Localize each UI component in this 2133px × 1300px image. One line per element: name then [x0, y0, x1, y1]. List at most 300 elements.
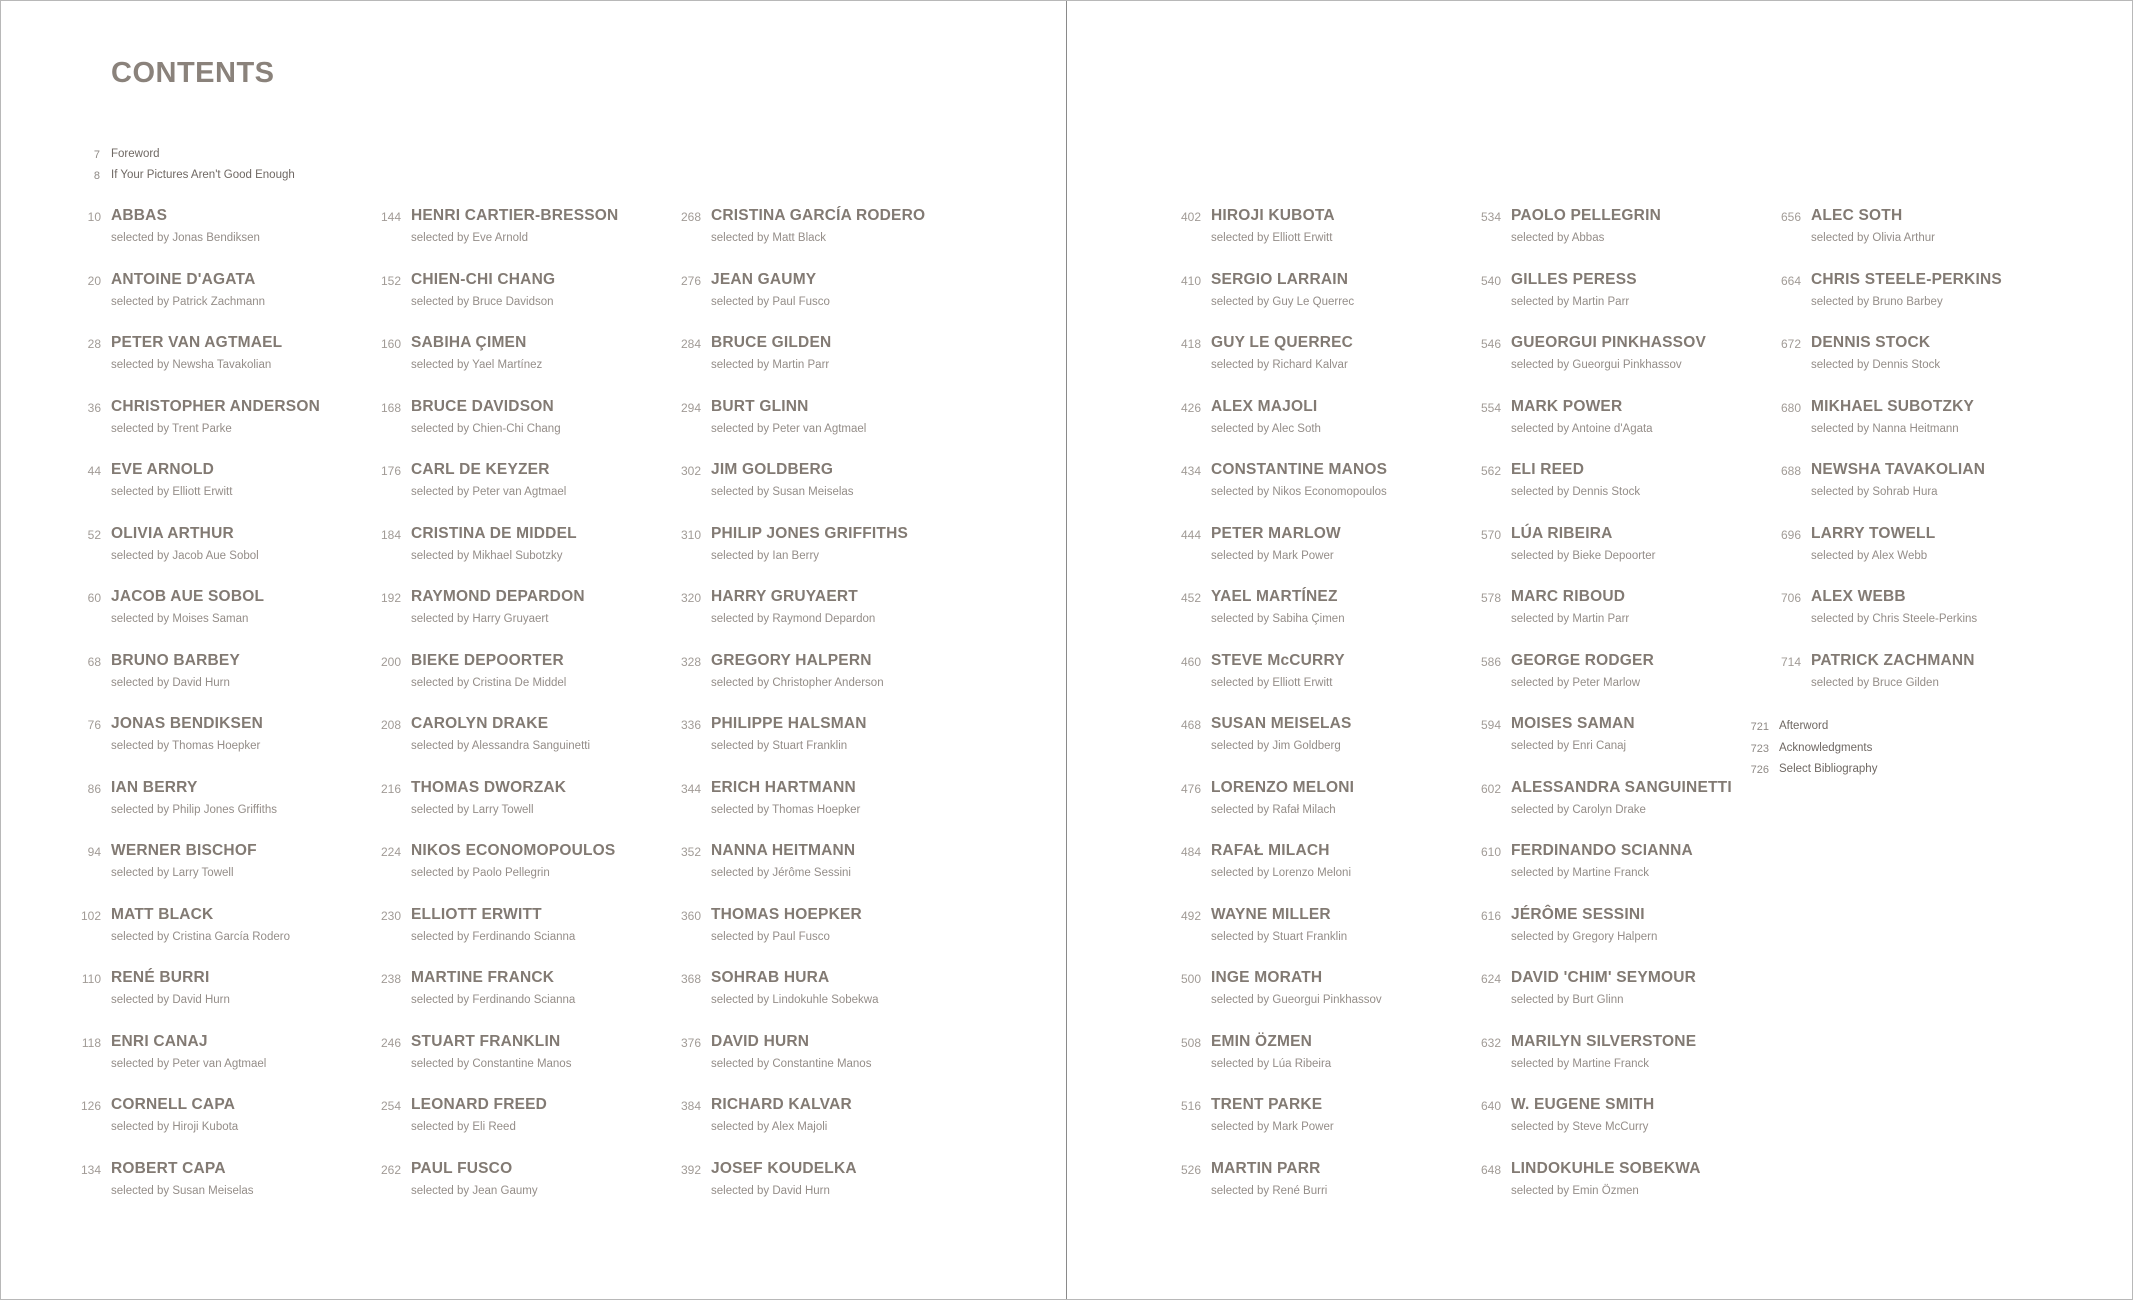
contents-entry[interactable] [680, 270, 1011, 335]
entry-page-number: 402 [1180, 210, 1201, 224]
selected-by-text: selected by Martin Parr [711, 359, 830, 371]
entry-page-number: 192 [380, 591, 401, 605]
photographer-name: WERNER BISCHOF [111, 842, 257, 859]
entry-page-cell [31, 1163, 111, 1177]
entry-page-cell [631, 655, 711, 669]
entry-page-cell [631, 528, 711, 542]
selected-by-text: selected by Alex Majoli [711, 1121, 828, 1133]
photographer-name: JACOB AUE SOBOL [111, 588, 265, 605]
entry-page-cell [31, 1036, 111, 1050]
entry-page-cell [331, 718, 411, 732]
contents-entry[interactable] [1780, 207, 2111, 271]
selected-by-text: selected by David Hurn [111, 994, 230, 1006]
entry-page-number: 268 [680, 210, 701, 224]
entry-page-number: 534 [1480, 210, 1501, 224]
back-matter-item[interactable] [1750, 741, 2099, 763]
photographer-name: BIEKE DEPOORTER [411, 651, 564, 669]
photographer-name: LARRY TOWELL [1811, 524, 1936, 542]
entry-page-cell [1431, 972, 1511, 986]
entry-page-cell [31, 401, 111, 415]
entry-page-number: 230 [380, 908, 401, 923]
selected-by-text: selected by Cristina De Middel [411, 676, 567, 689]
selected-by-text: selected by Jacob Aue Sobol [111, 549, 259, 562]
entry-page-cell [1131, 528, 1211, 542]
selected-by-text: selected by David Hurn [711, 1184, 830, 1197]
entry-page-number: 224 [380, 845, 401, 859]
contents-entry[interactable] [680, 207, 1011, 271]
selected-by-text: selected by Trent Parke [111, 422, 232, 435]
contents-entry[interactable] [680, 461, 1011, 525]
entry-page-number: 68 [87, 654, 101, 669]
selected-by-text: selected by Jonas Bendiksen [111, 232, 260, 244]
entry-page-cell [1431, 337, 1511, 351]
entry-page-number: 36 [87, 400, 101, 415]
selected-by-text: selected by Yael Martínez [411, 359, 543, 371]
photographer-name: PATRICK ZACHMANN [1811, 651, 1975, 669]
contents-entry[interactable] [1480, 842, 1811, 906]
entry-page-cell [1731, 528, 1811, 542]
selected-by-text: selected by Gregory Halpern [1511, 930, 1658, 943]
entry-page-number: 610 [1480, 845, 1501, 859]
selected-by-text: selected by Moises Saman [111, 613, 249, 625]
entry-page-cell [1431, 655, 1511, 669]
photographer-name: GUEORGUI PINKHASSOV [1511, 334, 1706, 351]
photographer-name: RAYMOND DEPARDON [411, 588, 585, 605]
contents-entry[interactable] [680, 588, 1011, 652]
entry-page-number: 152 [380, 273, 401, 288]
entry-page-number: 602 [1480, 781, 1501, 796]
entry-page-number: 586 [1480, 654, 1501, 669]
photographer-name: CORNELL CAPA [111, 1096, 236, 1113]
photographer-name: TRENT PARKE [1211, 1096, 1323, 1113]
entry-page-number: 294 [680, 400, 701, 415]
contents-entry[interactable] [680, 651, 1011, 716]
contents-column-2 [380, 207, 711, 1223]
entry-page-number: 706 [1780, 591, 1801, 605]
selected-by-text: selected by Constantine Manos [711, 1057, 872, 1070]
entry-page-number: 570 [1480, 527, 1501, 542]
selected-by-text: selected by Thomas Hoepker [111, 740, 261, 752]
entry-page-number: 526 [1180, 1162, 1201, 1177]
contents-column-5 [1480, 207, 1811, 1223]
selected-by-text: selected by Harry Gruyaert [411, 613, 549, 625]
contents-entry[interactable] [1780, 334, 2111, 398]
entry-page-number: 680 [1780, 400, 1801, 415]
photographer-name: PHILIPPE HALSMAN [711, 715, 867, 732]
entry-page-cell [1131, 972, 1211, 986]
entry-page-number: 238 [380, 972, 401, 986]
selected-by-text: selected by Matt Black [711, 232, 827, 244]
photographer-name: JIM GOLDBERG [711, 461, 834, 478]
entry-page-cell [331, 1099, 411, 1113]
entry-page-number: 302 [680, 464, 701, 478]
entry-page-number: 44 [87, 464, 101, 478]
entry-page-number: 468 [1180, 718, 1201, 732]
selected-by-text: selected by Guy Le Querrec [1211, 295, 1355, 308]
photographer-name: JONAS BENDIKSEN [111, 715, 263, 732]
entry-page-number: 284 [680, 337, 701, 351]
photographer-name: GEORGE RODGER [1511, 651, 1654, 669]
photographer-name: FERDINANDO SCIANNA [1511, 842, 1693, 859]
photographer-name: CRISTINA DE MIDDEL [411, 524, 577, 542]
entry-page-number: 336 [680, 718, 701, 732]
selected-by-text: selected by Jim Goldberg [1211, 740, 1341, 752]
entry-page-number: 696 [1780, 527, 1801, 542]
contents-entry[interactable] [680, 524, 1011, 589]
entry-page-cell [1131, 845, 1211, 859]
selected-by-text: selected by Peter van Agtmael [411, 486, 567, 498]
photographer-name: WAYNE MILLER [1211, 905, 1331, 923]
entry-page-number: 376 [680, 1035, 701, 1050]
entry-page-number: 392 [680, 1162, 701, 1177]
photographer-name: JEAN GAUMY [711, 270, 817, 288]
selected-by-text: selected by Rafał Milach [1211, 803, 1336, 816]
contents-column-6 [1780, 207, 2111, 715]
entry-page-number: 640 [1480, 1099, 1501, 1113]
entry-page-number: 418 [1180, 337, 1201, 351]
selected-by-text: selected by Bruce Davidson [411, 295, 554, 308]
contents-column-4 [1180, 207, 1511, 1223]
selected-by-text: selected by Martine Franck [1511, 867, 1650, 879]
entry-page-number: 168 [380, 400, 401, 415]
photographer-name: LEONARD FREED [411, 1096, 548, 1113]
entry-page-number: 648 [1480, 1162, 1501, 1177]
entry-page-cell [1131, 1099, 1211, 1113]
entry-page-number: 254 [380, 1099, 401, 1113]
entry-page-cell [331, 655, 411, 669]
entry-page-number: 102 [80, 908, 101, 923]
photographer-name: OLIVIA ARTHUR [111, 524, 234, 542]
entry-page-cell [1431, 909, 1511, 923]
entry-page-cell [1131, 337, 1211, 351]
entry-page-cell [31, 528, 111, 542]
back-matter-item[interactable] [1750, 762, 2099, 784]
selected-by-text: selected by Abbas [1511, 232, 1605, 244]
selected-by-text: selected by Thomas Hoepker [711, 803, 861, 816]
photographer-name: W. EUGENE SMITH [1511, 1096, 1655, 1113]
selected-by-text: selected by Paul Fusco [711, 930, 830, 943]
entry-page-cell [631, 274, 711, 288]
entry-page-number: 492 [1180, 908, 1201, 923]
entry-page-cell [31, 274, 111, 288]
entry-page-number: 500 [1180, 972, 1201, 986]
contents-entry[interactable] [680, 905, 1011, 970]
photographer-name: INGE MORATH [1211, 969, 1323, 986]
entry-page-number: 664 [1780, 273, 1801, 288]
photographer-name: ELI REED [1511, 461, 1585, 478]
selected-by-text: selected by Enri Canaj [1511, 740, 1627, 752]
selected-by-text: selected by Richard Kalvar [1211, 359, 1348, 371]
entry-page-number: 360 [680, 908, 701, 923]
selected-by-text: selected by Susan Meiselas [111, 1184, 254, 1197]
photographer-name: CRISTINA GARCÍA RODERO [711, 207, 926, 224]
selected-by-text: selected by Patrick Zachmann [111, 295, 266, 308]
photographer-name: ENRI CANAJ [111, 1032, 208, 1050]
front-matter-label: If Your Pictures Aren't Good Enough [111, 169, 295, 181]
entry-page-cell [331, 210, 411, 224]
selected-by-text: selected by Paul Fusco [711, 295, 830, 308]
entry-page-cell [631, 782, 711, 796]
photographer-name: BRUCE GILDEN [711, 334, 832, 351]
selected-by-text: selected by Alec Soth [1211, 422, 1321, 435]
selected-by-text: selected by Gueorgui Pinkhassov [1511, 359, 1682, 371]
selected-by-text: selected by Hiroji Kubota [111, 1121, 239, 1133]
selected-by-text: selected by Nikos Economopoulos [1211, 486, 1387, 498]
photographer-name: EVE ARNOLD [111, 461, 215, 478]
front-matter-item[interactable] [0, 147, 400, 168]
entry-page-cell [1131, 1163, 1211, 1177]
selected-by-text: selected by Paolo Pellegrin [411, 867, 550, 879]
entry-page-number: 624 [1480, 972, 1501, 986]
entry-page-cell [1731, 337, 1811, 351]
photographer-name: CARL DE KEYZER [411, 461, 550, 478]
entry-page-cell [631, 337, 711, 351]
entry-page-number: 160 [380, 337, 401, 351]
selected-by-text: selected by Sabiha Çimen [1211, 613, 1345, 625]
contents-entry[interactable] [680, 1096, 1011, 1160]
selected-by-text: selected by Christopher Anderson [711, 676, 884, 689]
entry-page-cell [331, 337, 411, 351]
photographer-name: MARILYN SILVERSTONE [1511, 1032, 1697, 1050]
entry-page-cell [1431, 401, 1511, 415]
photographer-name: MIKHAEL SUBOTZKY [1811, 397, 1975, 415]
contents-entry[interactable] [680, 397, 1011, 462]
entry-page-cell [631, 401, 711, 415]
photographer-name: CHIEN-CHI CHANG [411, 270, 556, 288]
selected-by-text: selected by Lorenzo Meloni [1211, 867, 1351, 879]
selected-by-text: selected by Mark Power [1211, 1121, 1334, 1133]
photographer-name: STEVE McCURRY [1211, 651, 1345, 669]
photographer-name: PAUL FUSCO [411, 1159, 513, 1177]
entry-page-number: 632 [1480, 1035, 1501, 1050]
selected-by-text: selected by Burt Glinn [1511, 994, 1624, 1006]
photographer-name: ALEX WEBB [1811, 588, 1906, 605]
entry-page-cell [631, 1036, 711, 1050]
entry-page-cell [1731, 210, 1811, 224]
photographer-name: RAFAŁ MILACH [1211, 842, 1330, 859]
selected-by-text: selected by Martin Parr [1511, 613, 1630, 625]
entry-page-cell [31, 655, 111, 669]
entry-page-cell [331, 1163, 411, 1177]
entry-page-cell [1131, 464, 1211, 478]
contents-entry[interactable] [680, 1159, 1011, 1224]
selected-by-text: selected by Constantine Manos [411, 1057, 572, 1070]
contents-entry[interactable] [680, 842, 1011, 906]
front-matter-page: 8 [93, 170, 100, 182]
photographer-name: MARTINE FRANCK [411, 969, 555, 986]
selected-by-text: selected by Larry Towell [111, 867, 234, 879]
entry-page-cell [1131, 1036, 1211, 1050]
entry-page-cell [1431, 1036, 1511, 1050]
selected-by-text: selected by Elliott Erwitt [1211, 232, 1333, 244]
selected-by-text: selected by Stuart Franklin [1211, 930, 1348, 943]
selected-by-text: selected by Dennis Stock [1811, 359, 1941, 371]
entry-page-number: 368 [680, 972, 701, 986]
photographer-name: MARC RIBOUD [1511, 588, 1626, 605]
entry-page-cell [631, 591, 711, 605]
photographer-name: LÚA RIBEIRA [1511, 524, 1613, 542]
entry-page-cell [1731, 655, 1811, 669]
photographer-name: ELLIOTT ERWITT [411, 905, 542, 923]
photographer-name: NANNA HEITMANN [711, 842, 856, 859]
contents-entry[interactable] [1480, 1159, 1811, 1224]
entry-page-cell [31, 1099, 111, 1113]
entry-page-number: 476 [1180, 781, 1201, 796]
entry-page-cell [631, 1099, 711, 1113]
selected-by-text: selected by Chris Steele-Perkins [1811, 613, 1978, 625]
contents-entry[interactable] [680, 334, 1011, 398]
photographer-name: ROBERT CAPA [111, 1159, 226, 1177]
photographer-name: ALEX MAJOLI [1211, 397, 1318, 415]
entry-page-number: 516 [1180, 1099, 1201, 1113]
photographer-name: DENNIS STOCK [1811, 334, 1931, 351]
entry-page-cell [1131, 401, 1211, 415]
selected-by-text: selected by Gueorgui Pinkhassov [1211, 994, 1382, 1006]
photographer-name: CAROLYN DRAKE [411, 715, 549, 732]
contents-entry[interactable] [1780, 524, 2111, 589]
entry-page-cell [31, 782, 111, 796]
contents-entry[interactable] [1480, 905, 1811, 970]
contents-entry[interactable] [1780, 397, 2111, 462]
selected-by-text: selected by Dennis Stock [1511, 486, 1641, 498]
entry-page-cell [331, 782, 411, 796]
contents-entry[interactable] [1780, 588, 2111, 652]
entry-page-cell [31, 718, 111, 732]
entry-page-number: 410 [1180, 273, 1201, 288]
contents-column-1 [80, 207, 411, 1223]
photographer-name: JÉRÔME SESSINI [1511, 905, 1645, 923]
photographer-name: CHRIS STEELE-PERKINS [1811, 270, 2002, 288]
entry-page-number: 200 [380, 654, 401, 669]
photographer-name: LINDOKUHLE SOBEKWA [1511, 1159, 1701, 1177]
selected-by-text: selected by Ian Berry [711, 549, 820, 562]
selected-by-text: selected by Sohrab Hura [1811, 486, 1938, 498]
entry-page-number: 352 [680, 845, 701, 859]
contents-column-3 [680, 207, 1011, 1223]
photographer-name: MATT BLACK [111, 905, 214, 923]
contents-entry[interactable] [1480, 778, 1811, 843]
entry-page-number: 578 [1480, 591, 1501, 605]
entry-page-cell [631, 845, 711, 859]
contents-entry[interactable] [1480, 1096, 1811, 1160]
entry-page-cell [1431, 210, 1511, 224]
contents-entry[interactable] [680, 1032, 1011, 1097]
contents-entry[interactable] [680, 969, 1011, 1033]
entry-page-cell [1131, 210, 1211, 224]
entry-page-cell [331, 274, 411, 288]
entry-page-number: 52 [87, 527, 101, 542]
front-matter-item[interactable] [0, 168, 400, 189]
entry-page-number: 20 [87, 273, 101, 288]
entry-page-cell [631, 210, 711, 224]
selected-by-text: selected by Lúa Ribeira [1211, 1057, 1332, 1070]
back-matter-label: Select Bibliography [1779, 763, 1878, 775]
selected-by-text: selected by Elliott Erwitt [111, 486, 233, 498]
selected-by-text: selected by Nanna Heitmann [1811, 422, 1959, 435]
entry-page-number: 672 [1780, 337, 1801, 351]
entry-page-number: 546 [1480, 337, 1501, 351]
back-matter-list [1750, 719, 2099, 784]
entry-page-number: 134 [80, 1162, 101, 1177]
entry-page-cell [631, 464, 711, 478]
entry-page-number: 688 [1780, 464, 1801, 478]
entry-page-cell [331, 401, 411, 415]
photographer-name: MARTIN PARR [1211, 1159, 1321, 1177]
entry-page-cell [1431, 591, 1511, 605]
contents-entry[interactable] [1780, 270, 2111, 335]
photographer-name: ABBAS [111, 207, 168, 224]
back-matter-label: Afterword [1779, 720, 1829, 732]
entry-page-number: 554 [1480, 400, 1501, 415]
contents-entry[interactable] [680, 778, 1011, 843]
entry-page-cell [1431, 845, 1511, 859]
selected-by-text: selected by Jean Gaumy [411, 1184, 538, 1197]
entry-page-cell [631, 972, 711, 986]
photographer-name: SABIHA ÇIMEN [411, 334, 527, 351]
photographer-name: STUART FRANKLIN [411, 1032, 561, 1050]
contents-entry[interactable] [1780, 651, 2111, 716]
photographer-name: ANTOINE D'AGATA [111, 270, 256, 288]
selected-by-text: selected by Ferdinando Scianna [411, 994, 576, 1006]
entry-page-number: 110 [81, 972, 101, 986]
photographer-name: THOMAS DWORZAK [411, 778, 567, 796]
photographer-name: GUY LE QUERREC [1211, 334, 1354, 351]
photographer-name: IAN BERRY [111, 778, 198, 796]
entry-page-number: 444 [1180, 527, 1201, 542]
front-matter-list [0, 147, 400, 189]
entry-page-cell [1431, 782, 1511, 796]
back-matter-page: 726 [1750, 764, 1769, 776]
entry-page-cell [1131, 909, 1211, 923]
entry-page-number: 144 [380, 210, 401, 224]
selected-by-text: selected by Peter van Agtmael [111, 1057, 267, 1070]
entry-page-cell [1431, 1099, 1511, 1113]
entry-page-number: 460 [1180, 654, 1201, 669]
contents-entry[interactable] [1480, 969, 1811, 1033]
entry-page-cell [631, 909, 711, 923]
entry-page-number: 86 [87, 781, 101, 796]
photographer-name: EMIN ÖZMEN [1211, 1032, 1313, 1050]
entry-page-number: 328 [680, 654, 701, 669]
entry-page-number: 656 [1780, 210, 1801, 224]
photographer-name: CONSTANTINE MANOS [1211, 461, 1388, 478]
photographer-name: BURT GLINN [711, 397, 809, 415]
selected-by-text: selected by Alessandra Sanguinetti [411, 740, 591, 752]
contents-entry[interactable] [1480, 1032, 1811, 1097]
photographer-name: BRUCE DAVIDSON [411, 397, 554, 415]
photographer-name: GREGORY HALPERN [711, 651, 872, 669]
back-matter-item[interactable] [1750, 719, 2099, 741]
selected-by-text: selected by Carolyn Drake [1511, 803, 1646, 816]
entry-page-cell [331, 972, 411, 986]
selected-by-text: selected by Stuart Franklin [711, 740, 848, 752]
selected-by-text: selected by Eve Arnold [411, 232, 528, 244]
selected-by-text: selected by Ferdinando Scianna [411, 930, 576, 943]
selected-by-text: selected by Lindokuhle Sobekwa [711, 994, 879, 1006]
selected-by-text: selected by Mikhael Subotzky [411, 549, 563, 562]
contents-entry[interactable] [1780, 461, 2111, 525]
entry-page-cell [1731, 591, 1811, 605]
contents-entry[interactable] [680, 715, 1011, 779]
selected-by-text: selected by Larry Towell [411, 803, 534, 816]
entry-page-cell [1431, 718, 1511, 732]
photographer-name: ERICH HARTMANN [711, 778, 856, 796]
entry-page-number: 426 [1180, 400, 1201, 415]
front-matter-page: 7 [93, 149, 100, 161]
selected-by-text: selected by Susan Meiselas [711, 486, 854, 498]
entry-page-number: 76 [87, 718, 101, 732]
entry-page-cell [1131, 591, 1211, 605]
